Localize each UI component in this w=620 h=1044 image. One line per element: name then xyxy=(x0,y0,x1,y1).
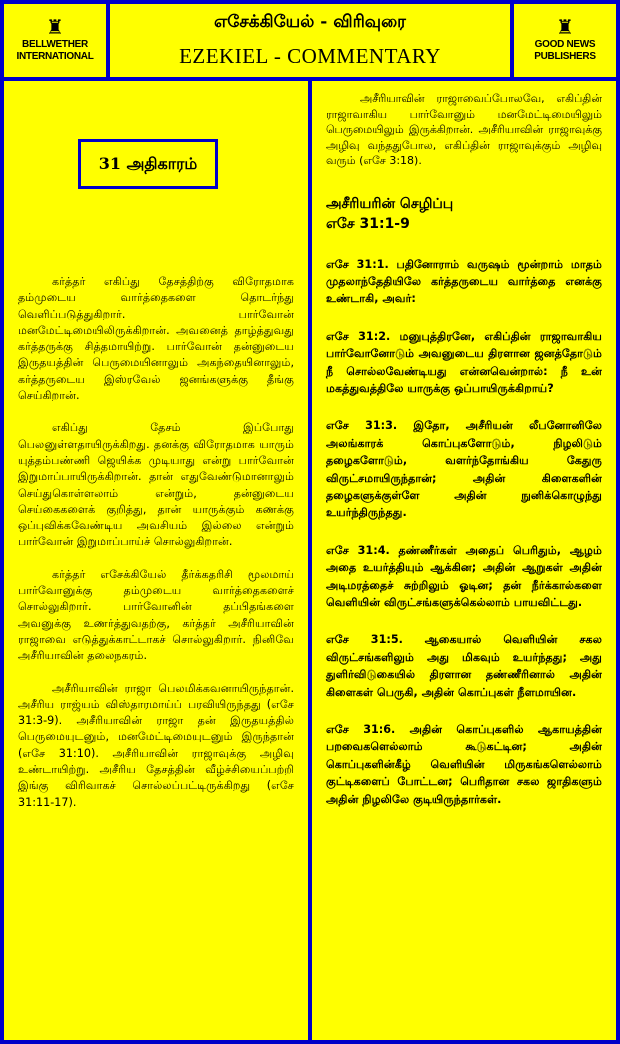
bellwether-logo-line1: BELLWETHER xyxy=(22,39,88,50)
title-tamil: எசேக்கியேல் - விரிவுரை xyxy=(214,12,406,32)
section-heading-title: அசீரியரின் செழிப்பு xyxy=(326,195,454,212)
verse-text: எசே 31:4. தண்ணீர்கள் அதைப் பெரிதும், ஆழம் அதை உயர்த்தியும் ஆக்கின; அதின் ஆறுகள் அதின் அடிமரத்தைச் சுற்றிலும் ஓடின; தன் நீர்க்கால்களை வெளியின் விருட்சங்களுக்கெல்லாம் பாயவிட்டது. xyxy=(326,543,602,609)
verse-text: எசே 31:2. மனுபுத்திரனே, எகிப்தின் ராஜாவாகிய பார்வோனோடும் அவனுடைய திரளான ஜனத்தோடும் நீ சொல்லவேண்டியது என்னவென்றால்: நீ உன் மகத்துவத்திலே யாருக்கு ஒப்பாயிருக்கிறாய்? xyxy=(326,329,602,395)
good-news-logo-line1: GOOD NEWS xyxy=(534,39,596,50)
verse-text: எசே 31:1. பதினோராம் வருஷம் மூன்றாம் மாதம் முதலாந்தேதியிலே கர்த்தருடைய வார்த்தை எனக்கு உண்டாகி, அவர்: xyxy=(326,257,602,306)
good-news-logo xyxy=(514,4,616,77)
verse-text: எசே 31:6. அதின் கொப்புகளில் ஆகாயத்தின் பறவைகளெல்லாம் கூடுகட்டின; அதின் கொப்புகளின்கீழ் வெளியின் மிருகங்களெல்லாம் குட்டிகளைப் போட்டன; பெரிதான சகல ஜாதிகளும் அதின் நிழலிலே குடியிருந்தார்கள். xyxy=(326,723,602,806)
section-heading xyxy=(326,194,602,234)
bellwether-logo xyxy=(4,4,106,77)
commentary-paragraph: அசீரியாவின் ராஜா பெலமிக்கவனாயிருந்தான். அசீரிய ராஜ்யம் விஸ்தாரமாய்ப் பரவியிருந்தது (எசே 31:3-9). அசீரியாவின் ராஜா தன் இருதயத்தில் பெருமையுடனும், மனமேட்டிமையுடனும் இருந்தான் (எசே 31:10). அசீரியாவின் ராஜாவுக்கு அழிவு உண்டாயிற்று. அசீரிய தேசத்தின் வீழ்ச்சியைப்பற்றி இங்கு விரிவாகச் சொல்லப்பட்டிருக்கிறது (எசே 31:11-17). xyxy=(18,681,294,809)
title-english: EZEKIEL - COMMENTARY xyxy=(179,44,441,68)
verse-text: எசே 31:3. இதோ, அசீரியன் லீபனோனிலே அலங்காரக் கொப்புகளோடும், நிழலிடும் தழைகளோடும், வளர்ந்தோங்கிய கேதுரு விருட்சமாயிருந்தான்; அதின் கிளைகளின் தழைகளுக்குள்ளே அதின் நுனிக்கொழுந்து உயர்ந்திருந்தது. xyxy=(326,419,602,520)
left-column xyxy=(4,81,308,1040)
bellwether-logo-line2: INTERNATIONAL xyxy=(16,51,94,62)
commentary-paragraph: கர்த்தர் எகிப்து தேசத்திற்கு விரோதமாக தம்முடைய வார்த்தைகளை தொடர்ந்து வெளிப்படுத்துகிறார். பார்வோன் மனமேட்டிமையிலிருக்கிறான். அவனைத் தாழ்த்துவது கர்த்தருக்கு சித்தமாயிற்று. பார்வோன் தன்னுடைய இருதயத்தின் பெருமையினாலும் அகந்தையினாலும், கர்த்தருடைய இஸ்ரவேல் ஜனங்களுக்கு தீங்கு செய்கிறான். xyxy=(18,275,294,403)
page-header xyxy=(110,4,510,77)
commentary-paragraph: எகிப்து தேசம் இப்போது பெலனுள்ளதாயிருக்கிறது. தனக்கு விரோதமாக யாரும் யுத்தம்பண்ணி ஜெயிக்க முடியாது என்று பார்வோன் இறுமாப்பாயிருக்கிறான். தான் எதுவேண்டுமானாலும் செய்துகொள்ளலாம் என்றும், தன்னுடைய செய்கைகளைக் குறித்து, தான் யாருக்கும் கணக்கு ஒப்புவிக்கவேண்டிய அவசியம் இல்லை என்றும் பார்வோன் இறுமாப்பாய்ச் சொல்லுகிறான். xyxy=(18,421,294,549)
right-column xyxy=(312,81,616,1040)
tower-icon: ♜ xyxy=(556,17,574,39)
chapter-title-box xyxy=(78,139,218,189)
chapter-title: 31 அதிகாரம் xyxy=(98,153,198,173)
tower-icon: ♜ xyxy=(46,17,64,39)
intro-paragraph: அசீரியாவின் ராஜாவைப்போலவே, எகிப்தின் ராஜாவாகிய பார்வோனும் மனமேட்டிமையிலும் பெருமையிலும் இருக்கிறான். அசீரியாவின் ராஜாவுக்கு அழிவு வந்ததுபோல, எகிப்தின் ராஜாவுக்கும் அழிவு வரும் (எசே 3:18). xyxy=(326,92,602,167)
verse-text: எசே 31:5. ஆகையால் வெளியின் சகல விருட்சங்களிலும் அது மிகவும் உயர்ந்தது; அது துளிர்விடுகையில் திரளான தண்ணீரினால் அதின் கிளைகள் பெருகி, அதின் கொப்புகள் நீளமாயின. xyxy=(326,633,602,699)
commentary-paragraph: கர்த்தர் எசேக்கியேல் தீர்க்கதரிசி மூலமாய் பார்வோனுக்கு தம்முடைய வார்த்தைகளைச் சொல்லுகிறார். பார்வோனின் தப்பிதங்களை அவனுக்கு உணர்த்துவதற்கு, கர்த்தர் அசீரியாவின் ராஜாவை எடுத்துக்காட்டாகச் சொல்லுகிறார். நினிவே அசீரியாவின் தலைநகரம். xyxy=(18,567,294,663)
section-heading-reference: எசே 31:1-9 xyxy=(326,215,410,232)
good-news-logo-line2: PUBLISHERS xyxy=(534,51,596,62)
